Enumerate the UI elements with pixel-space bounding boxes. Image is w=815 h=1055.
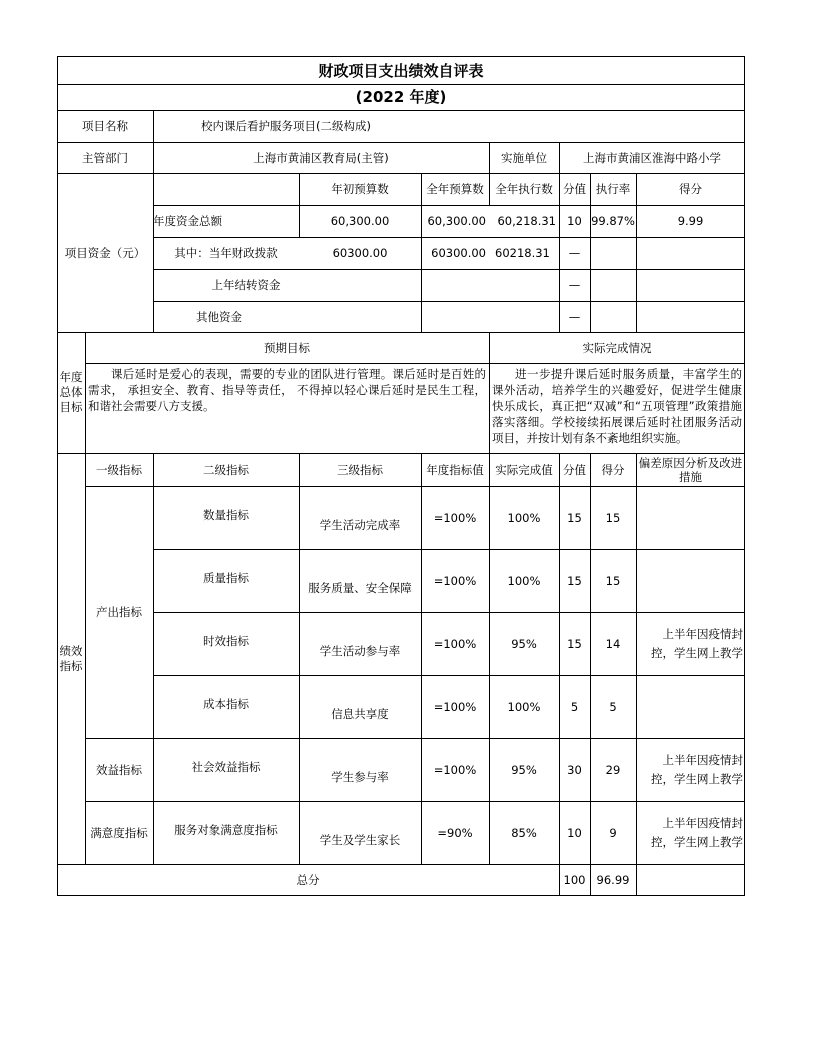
- ind-level2: 数量指标: [203, 507, 249, 522]
- level1-output: 产出指标: [96, 605, 142, 619]
- ind-reason: 上半年因疫情封控，学生网上教学: [651, 815, 743, 849]
- total-score: 96.99: [596, 873, 630, 887]
- ind-col-level3: 三级指标: [337, 462, 383, 477]
- ind-score: 14: [605, 636, 621, 651]
- ind-score-value: 15: [567, 510, 582, 525]
- funds-col-score-value: 分值: [563, 182, 586, 196]
- total-score-value: 100: [563, 873, 586, 887]
- funds-cell: 10: [567, 214, 582, 228]
- ind-score: 5: [609, 699, 617, 714]
- ind-col-target: 年度指标值: [426, 462, 484, 477]
- ind-reason: [636, 549, 745, 612]
- funds-row-label: 其他资金: [196, 309, 242, 324]
- funds-cell: 60218.31: [495, 246, 550, 260]
- table-year: (2022 年度): [355, 88, 447, 106]
- ind-score: 15: [605, 510, 621, 525]
- funds-row-label: 其中：当年财政拨款: [174, 246, 278, 260]
- ind-actual: 100%: [507, 573, 541, 588]
- project-name-label: 项目名称: [82, 119, 128, 133]
- ind-actual: 95%: [511, 762, 537, 777]
- ind-score-value: 15: [567, 636, 582, 651]
- level1-satisfaction: 满意度指标: [90, 825, 148, 840]
- ind-col-score-value: 分值: [563, 462, 586, 477]
- ind-actual: 85%: [511, 825, 537, 840]
- ind-level3: 学生及学生家长: [319, 832, 401, 847]
- ind-level3: 学生参与率: [331, 769, 389, 784]
- ind-target: =90%: [437, 825, 473, 840]
- ind-col-actual: 实际完成值: [495, 462, 553, 477]
- funds-cell: 60300.00: [332, 246, 388, 260]
- funds-cell: 99.87%: [591, 214, 635, 228]
- ind-reason: 上半年因疫情封控，学生网上教学: [651, 752, 743, 786]
- ind-target: =100%: [433, 699, 477, 714]
- funds-row-label: 年度资金总额: [153, 214, 222, 228]
- goal-actual-text: 进一步提升课后延时服务质量，丰富学生的课外活动，培养学生的兴趣爱好，促进学生健康快乐成长，真正把“双减”和“五项管理”政策措施落实落细。学校接续拓展课后延时社团服务活动项目，并按计划有条不紊地组织实施。: [492, 367, 742, 445]
- ind-col-level2: 二级指标: [203, 462, 249, 477]
- ind-score-value: 10: [567, 825, 582, 840]
- ind-level3: 学生活动参与率: [319, 643, 401, 658]
- ind-score: 15: [605, 573, 621, 588]
- ind-actual: 100%: [507, 510, 541, 525]
- ind-level3: 服务质量、安全保障: [308, 580, 412, 595]
- funds-cell: 60300.00: [431, 246, 486, 260]
- ind-level3: 信息共享度: [331, 706, 389, 721]
- funds-row-label: 上年结转资金: [211, 278, 281, 292]
- funds-label: 项目资金（元）: [64, 245, 146, 260]
- ind-level2: 服务对象满意度指标: [174, 822, 278, 837]
- funds-col-score: 得分: [679, 182, 702, 196]
- total-label: 总分: [296, 873, 320, 887]
- ind-target: =100%: [433, 510, 477, 525]
- funds-col-annual: 全年预算数: [426, 182, 484, 196]
- funds-col-rate: 执行率: [595, 182, 631, 196]
- funds-cell: 9.99: [677, 214, 704, 228]
- ind-actual: 95%: [511, 636, 537, 651]
- goal-planned-text: 课后延时是爱心的表现，需要的专业的团队进行管理。课后延时是百姓的需求， 承担安全、教育、指导等责任， 不得掉以轻心课后延时是民生工程，和谐社会需要八方支援。: [88, 367, 486, 413]
- ind-target: =100%: [433, 762, 477, 777]
- implementer-value: 上海市黄浦区淮海中路小学: [583, 150, 721, 165]
- ind-actual: 100%: [507, 699, 541, 714]
- ind-reason: [636, 486, 745, 549]
- department-label: 主管部门: [82, 150, 128, 165]
- funds-cell: 60,300.00: [330, 214, 390, 228]
- implementer-label: 实施单位: [501, 150, 547, 165]
- ind-level2: 质量指标: [203, 570, 249, 585]
- ind-level2: 时效指标: [203, 633, 249, 648]
- ind-score-value: 15: [567, 573, 582, 588]
- ind-reason: [636, 675, 745, 738]
- ind-score: 29: [605, 762, 621, 777]
- ind-col-level1: 一级指标: [96, 462, 142, 477]
- ind-col-reason: 偏差原因分析及改进措施: [638, 455, 743, 484]
- ind-level2: 成本指标: [203, 696, 249, 711]
- funds-cell: 60,218.31: [497, 214, 556, 228]
- funds-cell: 60,300.00: [427, 214, 486, 228]
- level1-benefit: 效益指标: [96, 762, 142, 777]
- table-title: 财政项目支出绩效自评表: [318, 61, 484, 80]
- ind-score-value: 30: [567, 762, 582, 777]
- department-value: 上海市黄浦区教育局(主管): [253, 150, 389, 165]
- ind-level3: 学生活动完成率: [319, 517, 401, 532]
- annual-goal-label: 年度总体目标: [59, 370, 83, 414]
- funds-cell: —: [568, 309, 581, 324]
- funds-cell: —: [568, 278, 581, 292]
- ind-target: =100%: [433, 636, 477, 651]
- funds-col-executed: 全年执行数: [495, 182, 553, 196]
- ind-target: =100%: [433, 573, 477, 588]
- project-name-value: 校内课后看护服务项目(二级构成): [201, 119, 371, 133]
- performance-indicator-label: 绩效指标: [59, 643, 83, 673]
- funds-col-initial: 年初预算数: [331, 182, 389, 196]
- goal-planned-header: 预期目标: [264, 340, 310, 355]
- funds-cell: —: [568, 246, 581, 260]
- ind-col-score: 得分: [601, 462, 625, 477]
- ind-reason: 上半年因疫情封控，学生网上教学: [651, 626, 743, 660]
- goal-actual-header: 实际完成情况: [582, 340, 652, 355]
- ind-level2: 社会效益指标: [191, 759, 261, 774]
- ind-score: 9: [609, 825, 617, 840]
- ind-score-value: 5: [570, 699, 579, 714]
